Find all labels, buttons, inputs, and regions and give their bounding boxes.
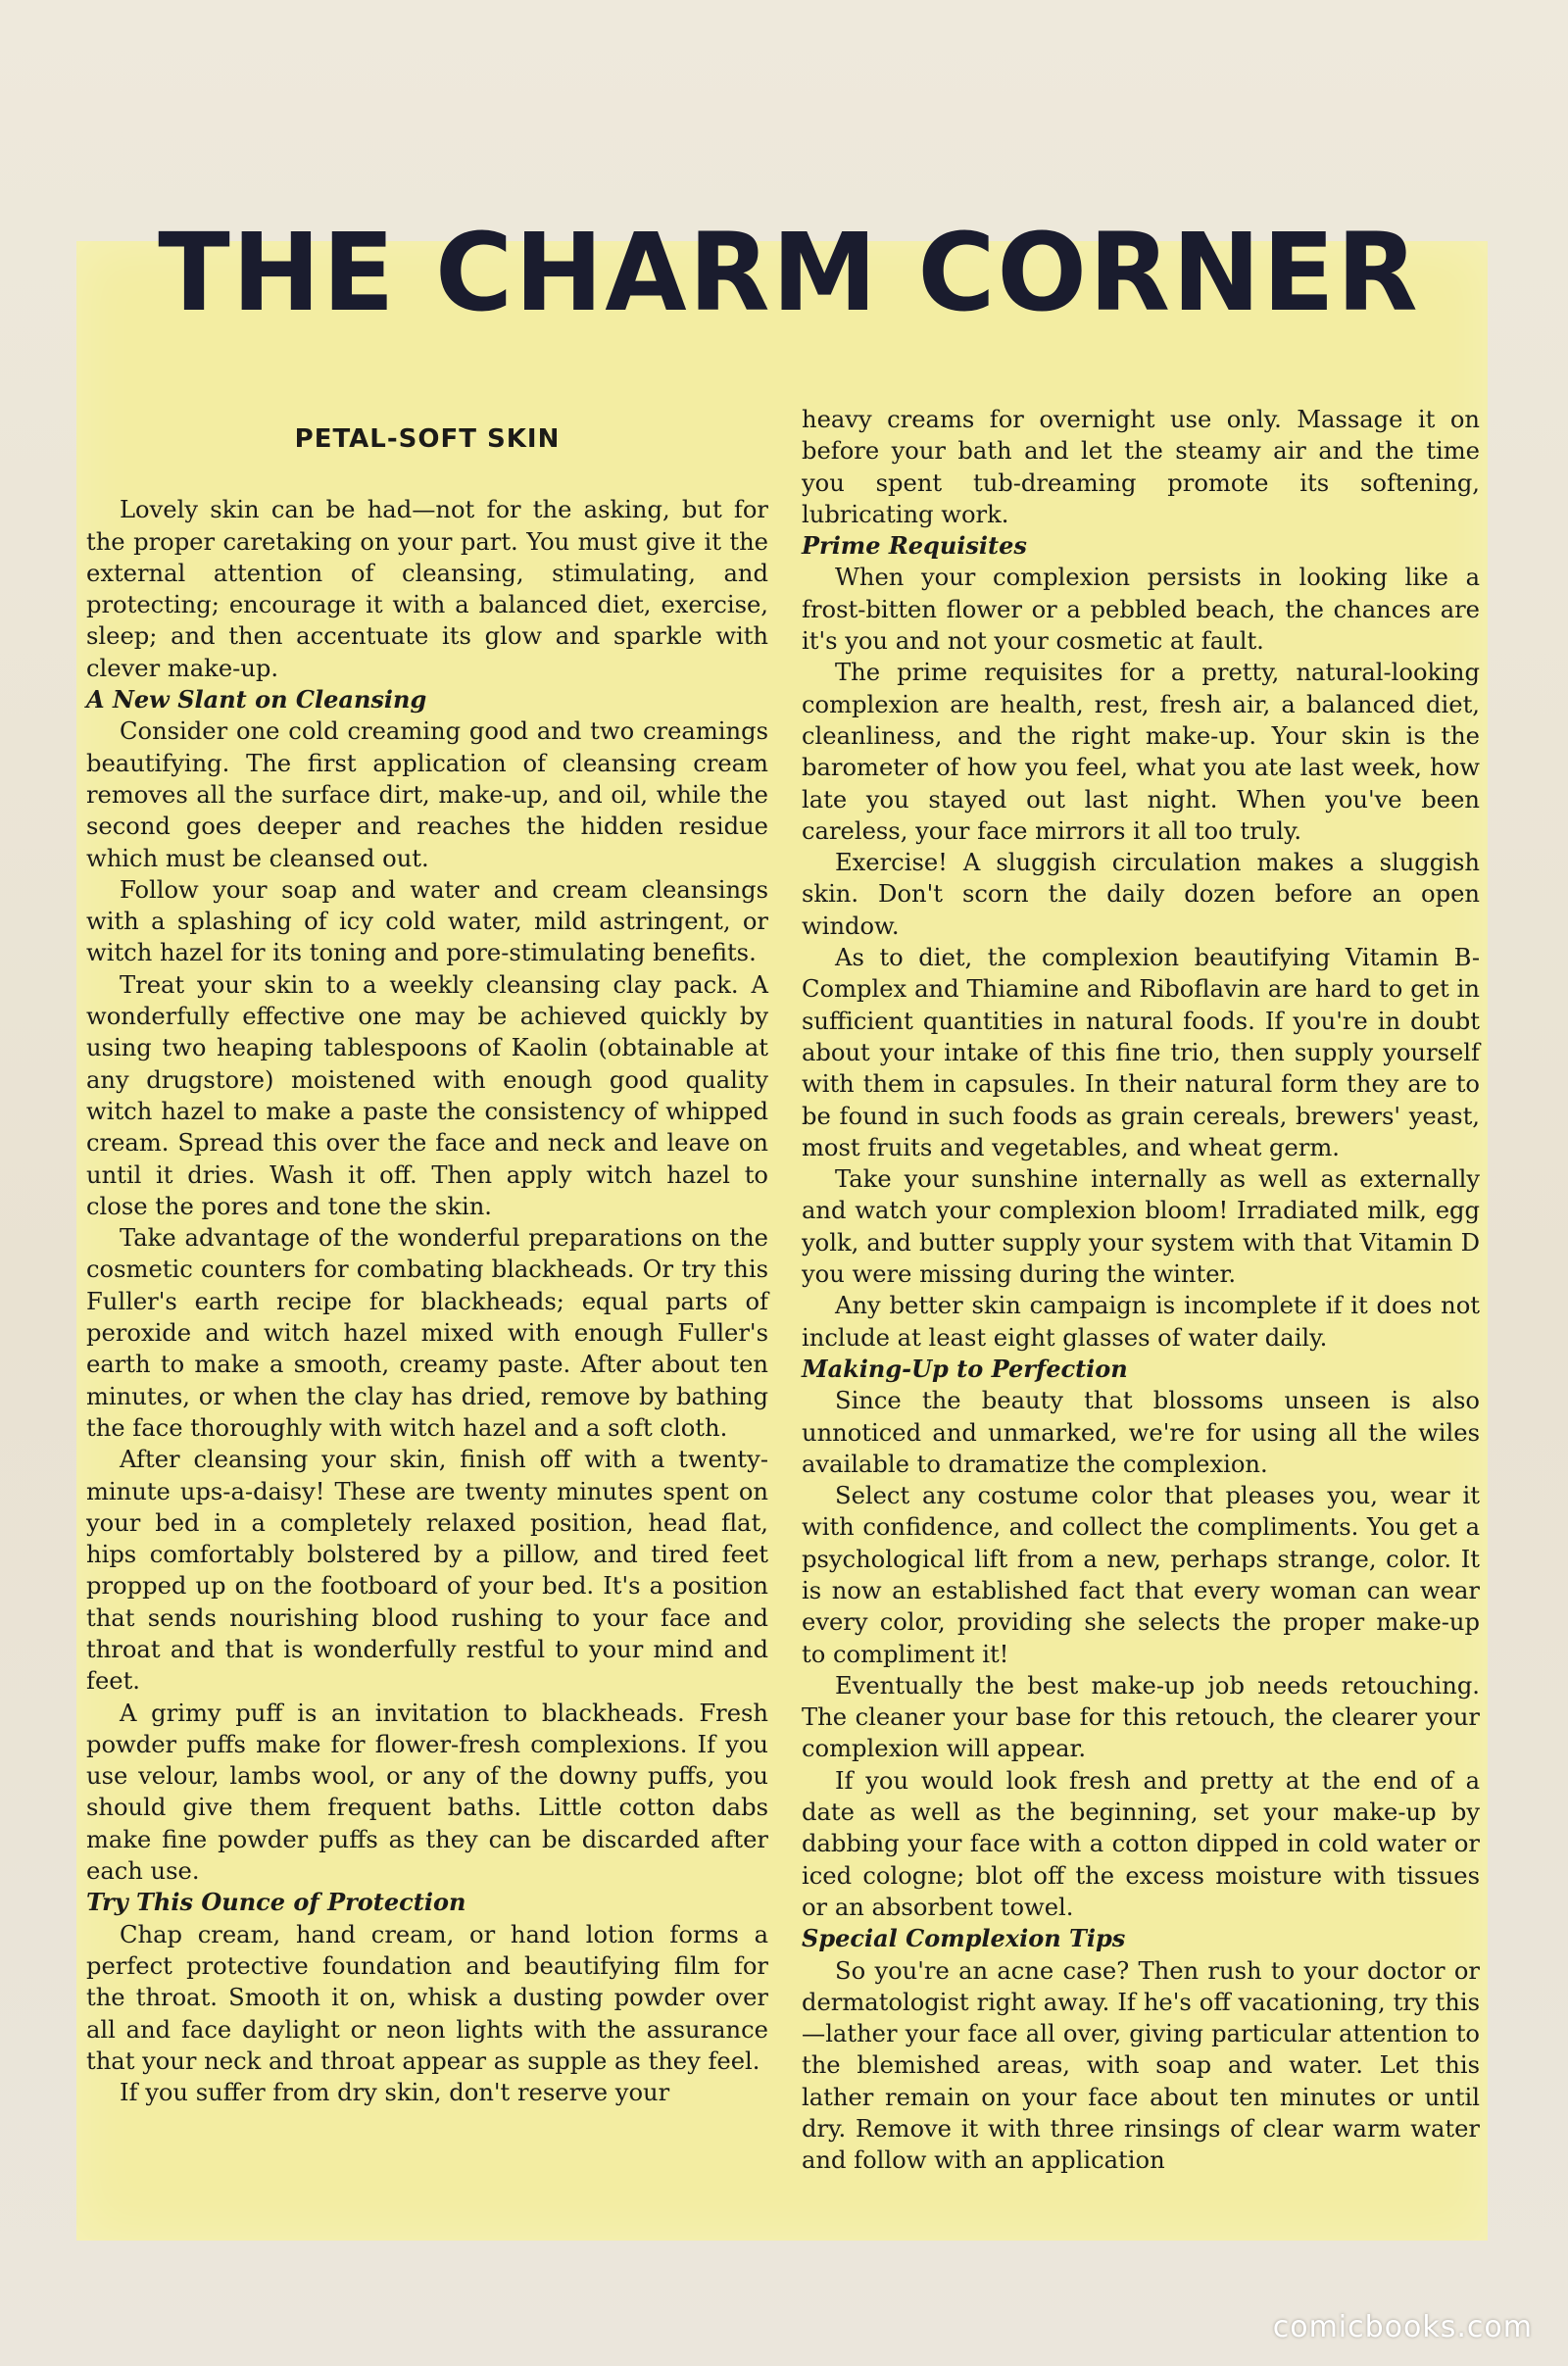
paragraph: Exercise! A sluggish circulation makes a sluggish skin. Don't scorn the daily dozen before an open window. (802, 849, 1480, 940)
paragraph: After cleansing your skin, finish off with a twenty-minute ups-a-daisy! These are twenty minutes spent on your bed in a completely relaxed position, head flat, hips comfortably bolstered by a pillow, and tired feet propped up on the footboard of your bed. It's a position that sends nourishing blood rushing to your face and throat and that is wonderfully restful to your mind and feet. (86, 1446, 768, 1696)
page-title: THE CHARM CORNER (158, 210, 1420, 335)
paragraph: A grimy puff is an invitation to blackheads. Fresh powder puffs make for flower-fresh complexions. If you use velour, lambs wool, or any of the downy puffs, you should give them frequent baths. Little cotton dabs make fine powder puffs as they can be discarded after each use. (86, 1699, 768, 1886)
paragraph: So you're an acne case? Then rush to your doctor or dermatologist right away. If he's off vacationing, try this—lather your face all over, giving particular attention to the blemished areas, with soap and water. Let this lather remain on your face about ten minutes or until dry. Remove it with three rinsings of clear warm water and follow with an application (802, 1956, 1480, 2175)
section-heading: Prime Requisites (802, 531, 1027, 561)
paragraph: Lovely skin can be had—not for the asking, but for the proper caretaking on your part. You must give it the external attention of cleansing, stimulating, and protecting; encourage it with a balanced diet, exercise, sleep; and then accentuate its glow and sparkle with clever make-up. (86, 496, 768, 682)
paragraph: When your complexion persists in looking like a frost-bitten flower or a pebbled beach, the chances are it's you and not your cosmetic at fault. (802, 564, 1480, 656)
left-column (86, 423, 768, 2108)
paragraph: Select any costume color that pleases you, wear it with confidence, and collect the compliments. You get a psychological lift from a new, perhaps strange, color. It is now an established fact that every woman can wear every color, providing she selects the proper make-up to compliment it! (802, 1482, 1480, 1668)
paragraph: Take advantage of the wonderful preparations on the cosmetic counters for combating blackheads. Or try this Fuller's earth recipe for blackheads; equal parts of peroxide and witch hazel mixed with enough Fuller's earth to make a smooth, creamy paste. After about ten minutes, or when the clay has dried, remove by bathing the face thoroughly with witch hazel and a soft cloth. (86, 1224, 768, 1442)
site-watermark: comicbooks.com (1272, 2310, 1533, 2344)
right-column (802, 404, 1480, 2177)
paragraph: Eventually the best make-up job needs retouching. The cleaner your base for this retouch, the clearer your complexion will appear. (802, 1671, 1480, 1763)
paragraph: If you would look fresh and pretty at the end of a date as well as the beginning, set your make-up by dabbing your face with a cotton dipped in cold water or iced cologne; blot off the excess moisture with tissues or an absorbent towel. (802, 1766, 1480, 1921)
paragraph: Any better skin campaign is incomplete if it does not include at least eight glasses of water daily. (802, 1292, 1480, 1352)
paragraph: heavy creams for overnight use only. Massage it on before your bath and let the steamy air and the time you spent tub-dreaming promote its softening, lubricating work. (802, 406, 1480, 528)
paragraph: The prime requisites for a pretty, natural-looking complexion are health, rest, fresh air, a balanced diet, cleanliness, and the right make-up. Your skin is the barometer of how you feel, what you ate last week, how late you stayed out last night. When you've been careless, your face mirrors it all too truly. (802, 659, 1480, 845)
paragraph: Chap cream, hand cream, or hand lotion forms a perfect protective foundation and beautifying film for the throat. Smooth it on, whisk a dusting powder over all and face daylight or neon lights with the assurance that your neck and throat appear as supple as they feel. (86, 1920, 768, 2075)
paragraph: Consider one cold creaming good and two creamings beautifying. The first application of cleansing cream removes all the surface dirt, make-up, and oil, while the second goes deeper and reaches the hidden residue which must be cleansed out. (86, 717, 768, 872)
section-heading: Making-Up to Perfection (802, 1354, 1128, 1383)
paragraph: Since the beauty that blossoms unseen is also unnoticed and unmarked, we're for using all the wiles available to dramatize the complexion. (802, 1387, 1480, 1478)
paragraph: If you suffer from dry skin, don't reserve your (120, 2079, 670, 2107)
article-subtitle: PETAL-SOFT SKIN (294, 424, 561, 454)
paragraph: Take your sunshine internally as well as externally and watch your complexion bloom! Irradiated milk, egg yolk, and butter supply your system with that Vitamin D you were missing during the winter. (802, 1165, 1480, 1289)
section-heading: A New Slant on Cleansing (86, 685, 427, 715)
paragraph: Treat your skin to a weekly cleansing clay pack. A wonderfully effective one may be achieved quickly by using two heaping tablespoons of Kaolin (obtainable at any drugstore) moistened with enough good quality witch hazel to make a paste the consistency of whipped cream. Spread this over the face and neck and leave on until it dries. Wash it off. Then apply witch hazel to close the pores and tone the skin. (86, 970, 768, 1220)
section-heading: Try This Ounce of Protection (86, 1888, 466, 1917)
paragraph: Follow your soap and water and cream cleansings with a splashing of icy cold water, mild astringent, or witch hazel for its toning and pore-stimulating benefits. (86, 875, 768, 967)
section-heading: Special Complexion Tips (802, 1924, 1126, 1953)
paragraph: As to diet, the complexion beautifying Vitamin B-Complex and Thiamine and Riboflavin are hard to get in sufficient quantities in natural foods. If you're in doubt about your intake of this fine trio, then supply yourself with them in capsules. In their natural form they are to be found in such foods as grain cereals, brewers' yeast, most fruits and vegetables, and wheat germ. (802, 944, 1480, 1161)
